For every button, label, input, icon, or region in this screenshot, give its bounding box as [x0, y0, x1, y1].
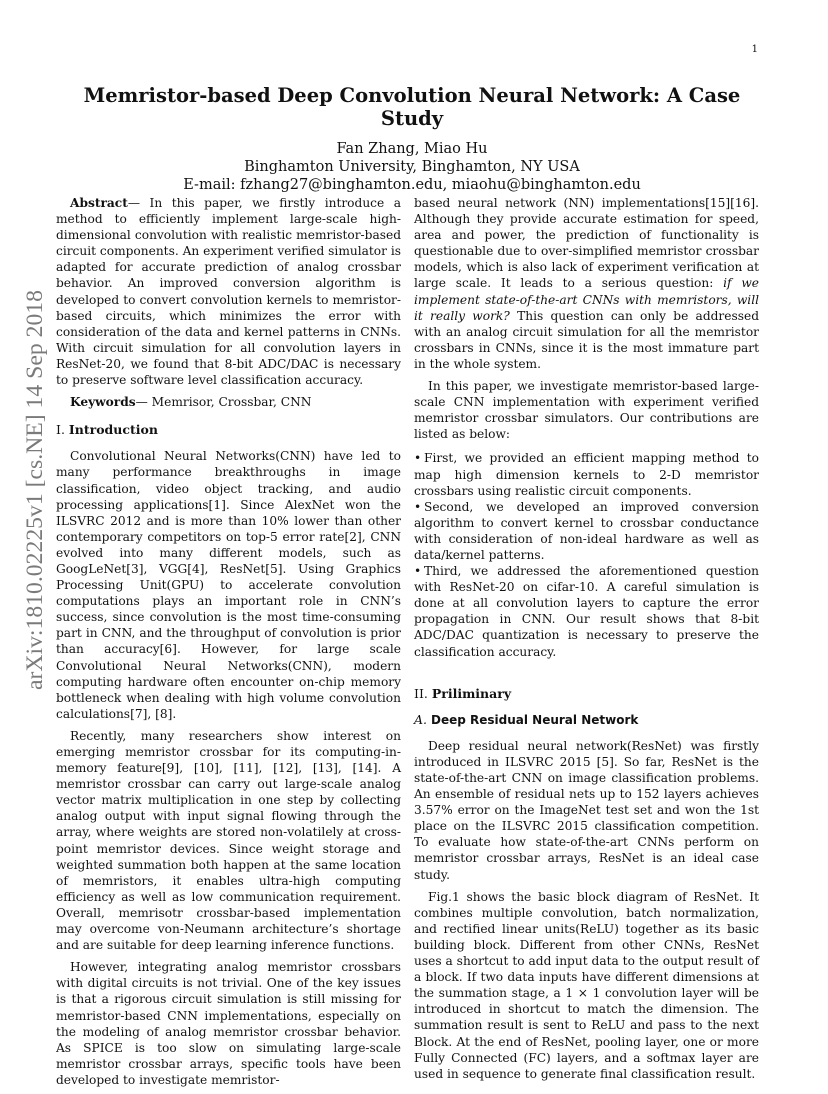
author-list: Fan Zhang, Miao Hu — [336, 141, 488, 157]
author-affiliation: Binghamton University, Binghamton, NY USA — [244, 159, 580, 175]
intro-paragraph-1: Convolutional Neural Networks(CNN) have led to many performance breakthroughs in image classification, video object tracking, and audio processing applications[1]. Since AlexNet won the ILSVRC 2012 and is more than 10% lower than other contemporary competitors on top-5 error rate[2], CNN evolved into many different models, such as GoogLeNet[3], VGG[4], ResNet[5]. Using Graphics Processing Unit(GPU) to accelerate convolution computations plays an important role in CNN’s success, since convolution is the most time-consuming part in CNN, and the throughput of convolution is prior than accuracy[6]. However, for large scale Convolutional Neural Networks(CNN), modern computing hardware often encounter on-chip memory bottleneck when dealing with high volume convolution calculations[7], [8]. — [56, 449, 401, 721]
author-email: E-mail: fzhang27@binghamton.edu, miaohu@binghamton.edu — [183, 177, 641, 193]
left-column — [56, 195, 401, 1094]
list-item — [414, 563, 759, 660]
right-column — [414, 195, 759, 1088]
keywords — [56, 394, 401, 410]
paragraph-text: based neural network (NN) implementations[15][16]. Although they provide accurate estimation for speed, area and power, the prediction of functionality is questionable due to over-simplified memristor crossbar models, which is also lack of experiment verification at large scale. It leads to a serious question: — [414, 196, 759, 291]
contributions-intro: In this paper, we investigate memristor-based large-scale CNN implementation with experiment verified memristor crossbar simulators. Our contributions are listed as below: — [414, 379, 759, 442]
contributions-list — [414, 450, 759, 659]
resnet-paragraph-1: Deep residual neural network(ResNet) was firstly introduced in ILSVRC 2015 [5]. So far, ResNet is the state-of-the-art CNN on image classification problems. An ensemble of residual nets up to 152 layers achieves 3.57% error on the ImageNet test set and won the 1st place on the ILSVRC 2015 classification competition. To evaluate how state-of-the-art CNNs perform on memristor crossbar arrays, ResNet is an ideal case study. — [414, 738, 759, 882]
arxiv-stamp — [18, 290, 48, 690]
section-heading-preliminary — [414, 686, 759, 702]
list-item-text: Second, we developed an improved conversion algorithm to convert kernel to crossbar conductance with consideration of non-ideal hardware as well as data/kernel patterns. — [414, 499, 759, 562]
paragraph-text: This question can only be addressed with an analog circuit simulation for all the memristor crossbars in CNNs, since it is the most immature part in the whole system. — [414, 308, 759, 371]
list-item — [414, 499, 759, 563]
paper-header — [56, 84, 768, 194]
list-item-text: First, we provided an efficient mapping method to map high dimension kernels to 2-D memristor crossbars using realistic circuit components. — [414, 451, 759, 498]
abstract-label: Abstract — [70, 196, 128, 210]
intro-paragraph-2: Recently, many researchers show interest on emerging memristor crossbar for its computing-in-memory feature[9], [10], [11], [12], [13], [14]. A memristor crossbar can carry out large-scale analog vector matrix multiplication in one step by collecting analog output with input signal flowing through the array, where weights are stored non-volatilely at cross-point memristor devices. Since weight storage and weighted summation both happen at the same location of memristors, it enables ultra-high computing efficiency as well as low communication requirement. Overall, memrisotr crossbar-based implementation may overcome von-Neumann architecture’s shortage and are suitable for deep learning inference functions. — [56, 728, 401, 953]
intro-paragraph-3: However, integrating analog memristor crossbars with digital circuits is not trivial. One of the key issues is that a rigorous circuit simulation is still missing for memristor-based CNN implementations, especially on the modeling of analog memristor crossbar behavior. As SPICE is too slow on simulating large-scale memristor crossbar arrays, specific tools have been developed to investigate memristor- — [56, 960, 401, 1087]
subsection-title: Deep Residual Neural Network — [431, 712, 639, 727]
section-heading-introduction — [56, 422, 401, 438]
abstract-text: — In this paper, we firstly introduce a method to efficiently implement large-scale high-dimensional convolution with realistic memristor-based circuit components. An experiment verified simulator is adapted for accurate prediction of analog crossbar behavior. An improved conversion algorithm is developed to convert convolution kernels to memristor-based circuits, which minimizes the error with consideration of the data and kernel patterns in CNNs. With circuit simulation for all convolution layers in ResNet-20, we found that 8-bit ADC/DAC is necessary to preserve software level classification accuracy. — [56, 196, 401, 388]
key-question: if we implement state-of-the-art CNNs with memristors, will it really work? — [414, 276, 760, 323]
page-number: 1 — [751, 44, 758, 55]
abstract — [56, 195, 401, 388]
arxiv-stamp-svg — [18, 290, 48, 690]
list-item — [414, 450, 759, 498]
bullet-glyph: • — [414, 564, 422, 579]
bullet-glyph: • — [414, 451, 422, 466]
list-item-text: Third, we addressed the aforementioned question with ResNet-20 on cifar-10. A careful simulation is done at all convolution layers to capture the error propagation in CNN. Our result shows that 8-bit ADC/DAC quantization is necessary to preserve the classification accuracy. — [414, 564, 759, 659]
keywords-text: — Memrisor, Crossbar, CNN — [135, 395, 312, 410]
arxiv-stamp-text: arXiv:1810.02225v1 [cs.NE] 14 Sep 2018 — [22, 293, 48, 690]
bullet-glyph: • — [414, 499, 422, 514]
resnet-paragraph-2: Fig.1 shows the basic block diagram of ResNet. It combines multiple convolution, batch normalization, and rectified linear units(ReLU) together as its basic building block. Different from other CNNs, ResNet uses a shortcut to add input data to the output result of a block. If two data inputs have different dimensions at the summation stage, a 1 × 1 convolution layer will be introduced in shortcut to match the dimension. The summation result is sent to ReLU and pass to the next Block. At the end of ResNet, pooling layer, one or more Fully Connected (FC) layers, and a softmax layer are used in sequence to generate final classification result. — [414, 889, 759, 1081]
subsection-heading-resnet — [414, 712, 759, 728]
section-title: Introduction — [68, 422, 158, 438]
intro-paragraph-continued — [414, 195, 759, 372]
section-title: Priliminary — [431, 685, 512, 701]
section-number: I. — [56, 422, 65, 438]
subsection-letter: A. — [414, 711, 428, 727]
keywords-label: Keywords — [70, 395, 136, 410]
paper-title: Memristor-based Deep Convolution Neural Network: A Case Study — [83, 84, 741, 130]
section-number: II. — [414, 685, 428, 701]
